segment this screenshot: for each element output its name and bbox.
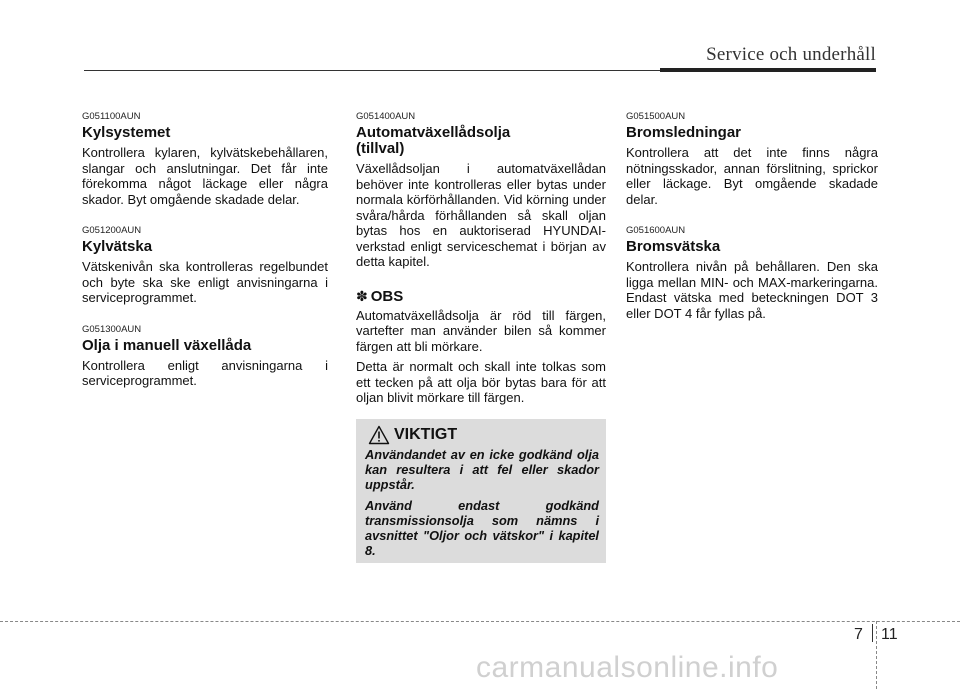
obs-label: OBS xyxy=(370,287,404,305)
watermark: carmanualsonline.info xyxy=(476,651,779,684)
section-body: Kontrollera nivån på behållaren. Den ska ligga mellan MIN- och MAX-markeringarna. Endast vätska med beteckningen DOT 3 eller DOT 4 får fyllas på. xyxy=(626,259,878,321)
section-heading: Olja i manuell växellåda xyxy=(82,336,252,354)
obs-paragraph-2: Detta är normalt och skall inte tolkas som ett tecken på att olja bör bytas bara för att oljan blivit mörkare till färgen. xyxy=(356,359,606,405)
section-code: G051400AUN xyxy=(356,111,416,122)
section-code: G051300AUN xyxy=(82,323,142,335)
warning-title xyxy=(368,425,457,445)
section-body: Kontrollera att det inte finns några nötningsskador, annan förslitning, sprickor eller läckage. Byt omgående skadade delar. xyxy=(626,145,878,207)
section-heading: Kylvätska xyxy=(82,238,153,255)
section-code: G051100AUN xyxy=(82,111,141,122)
page-number: 11 xyxy=(881,626,898,643)
section-heading: Kylsystemet xyxy=(82,124,171,141)
chapter-number: 7 xyxy=(854,626,863,643)
obs-heading xyxy=(356,288,606,305)
warning-paragraph-1: Användandet av en icke godkänd olja kan resultera i att fel eller skador uppstår. xyxy=(365,447,599,492)
section-bromsvatska xyxy=(626,225,878,321)
section-heading: Bromsvätska xyxy=(626,238,721,255)
asterisk-icon: ✽ xyxy=(356,287,368,304)
column-1 xyxy=(82,111,328,407)
warning-label: VIKTIGT xyxy=(394,426,458,443)
section-kylsystemet xyxy=(82,111,328,207)
section-code: G051500AUN xyxy=(626,111,686,122)
obs-paragraph-1: Automatväxellådsolja är röd till färgen, vartefter man använder bilen så kommer färgen att bli mörkare. xyxy=(356,307,606,354)
page-number-separator xyxy=(872,624,873,642)
section-body: Vätskenivån ska kontrolleras regelbundet och byte ska ske enligt anvisningarna i serviceprogrammet. xyxy=(82,259,328,305)
warning-paragraph-2: Använd endast godkänd transmissionsolja som nämns i avsnittet "Oljor och vätskor" i kapitel 8. xyxy=(365,498,599,558)
section-body: Kontrollera enligt anvisningarna i serviceprogrammet. xyxy=(82,357,328,388)
heading-line-1: Automatväxellådsolja xyxy=(356,124,511,141)
section-heading xyxy=(356,125,606,157)
header-rule xyxy=(84,70,694,71)
section-title: Service och underhåll xyxy=(706,44,876,65)
section-bromsledningar xyxy=(626,111,878,207)
section-body: Växellådsoljan i automatväxellådan behöver inte kontrolleras eller bytas under normala körförhållanden. Vid körning under svåra/hårda förhållanden så skall oljan bytas hos en auktoriserad HYUNDAI-verkstad enligt serviceschemat i början av detta kapitel. xyxy=(356,161,606,269)
warning-triangle-icon xyxy=(368,425,390,445)
header-rule-accent xyxy=(660,68,876,72)
column-2 xyxy=(356,111,606,406)
footer-divider xyxy=(876,621,877,689)
footer-rule xyxy=(0,621,960,622)
section-body: Kontrollera kylaren, kylvätskebehållaren, slangar och anslutningar. Det får inte förekomma något läckage eller några skador. Byt omgående skadade delar. xyxy=(82,145,328,207)
section-kylvatska xyxy=(82,225,328,306)
column-3 xyxy=(626,111,878,339)
warning-box xyxy=(356,419,606,563)
heading-line-2: (tillval) xyxy=(356,140,405,157)
section-code: G051600AUN xyxy=(626,225,686,236)
section-manuell-vaxellada xyxy=(82,324,328,389)
section-heading: Bromsledningar xyxy=(626,124,742,141)
section-code: G051200AUN xyxy=(82,225,142,236)
warning-text xyxy=(365,447,599,564)
